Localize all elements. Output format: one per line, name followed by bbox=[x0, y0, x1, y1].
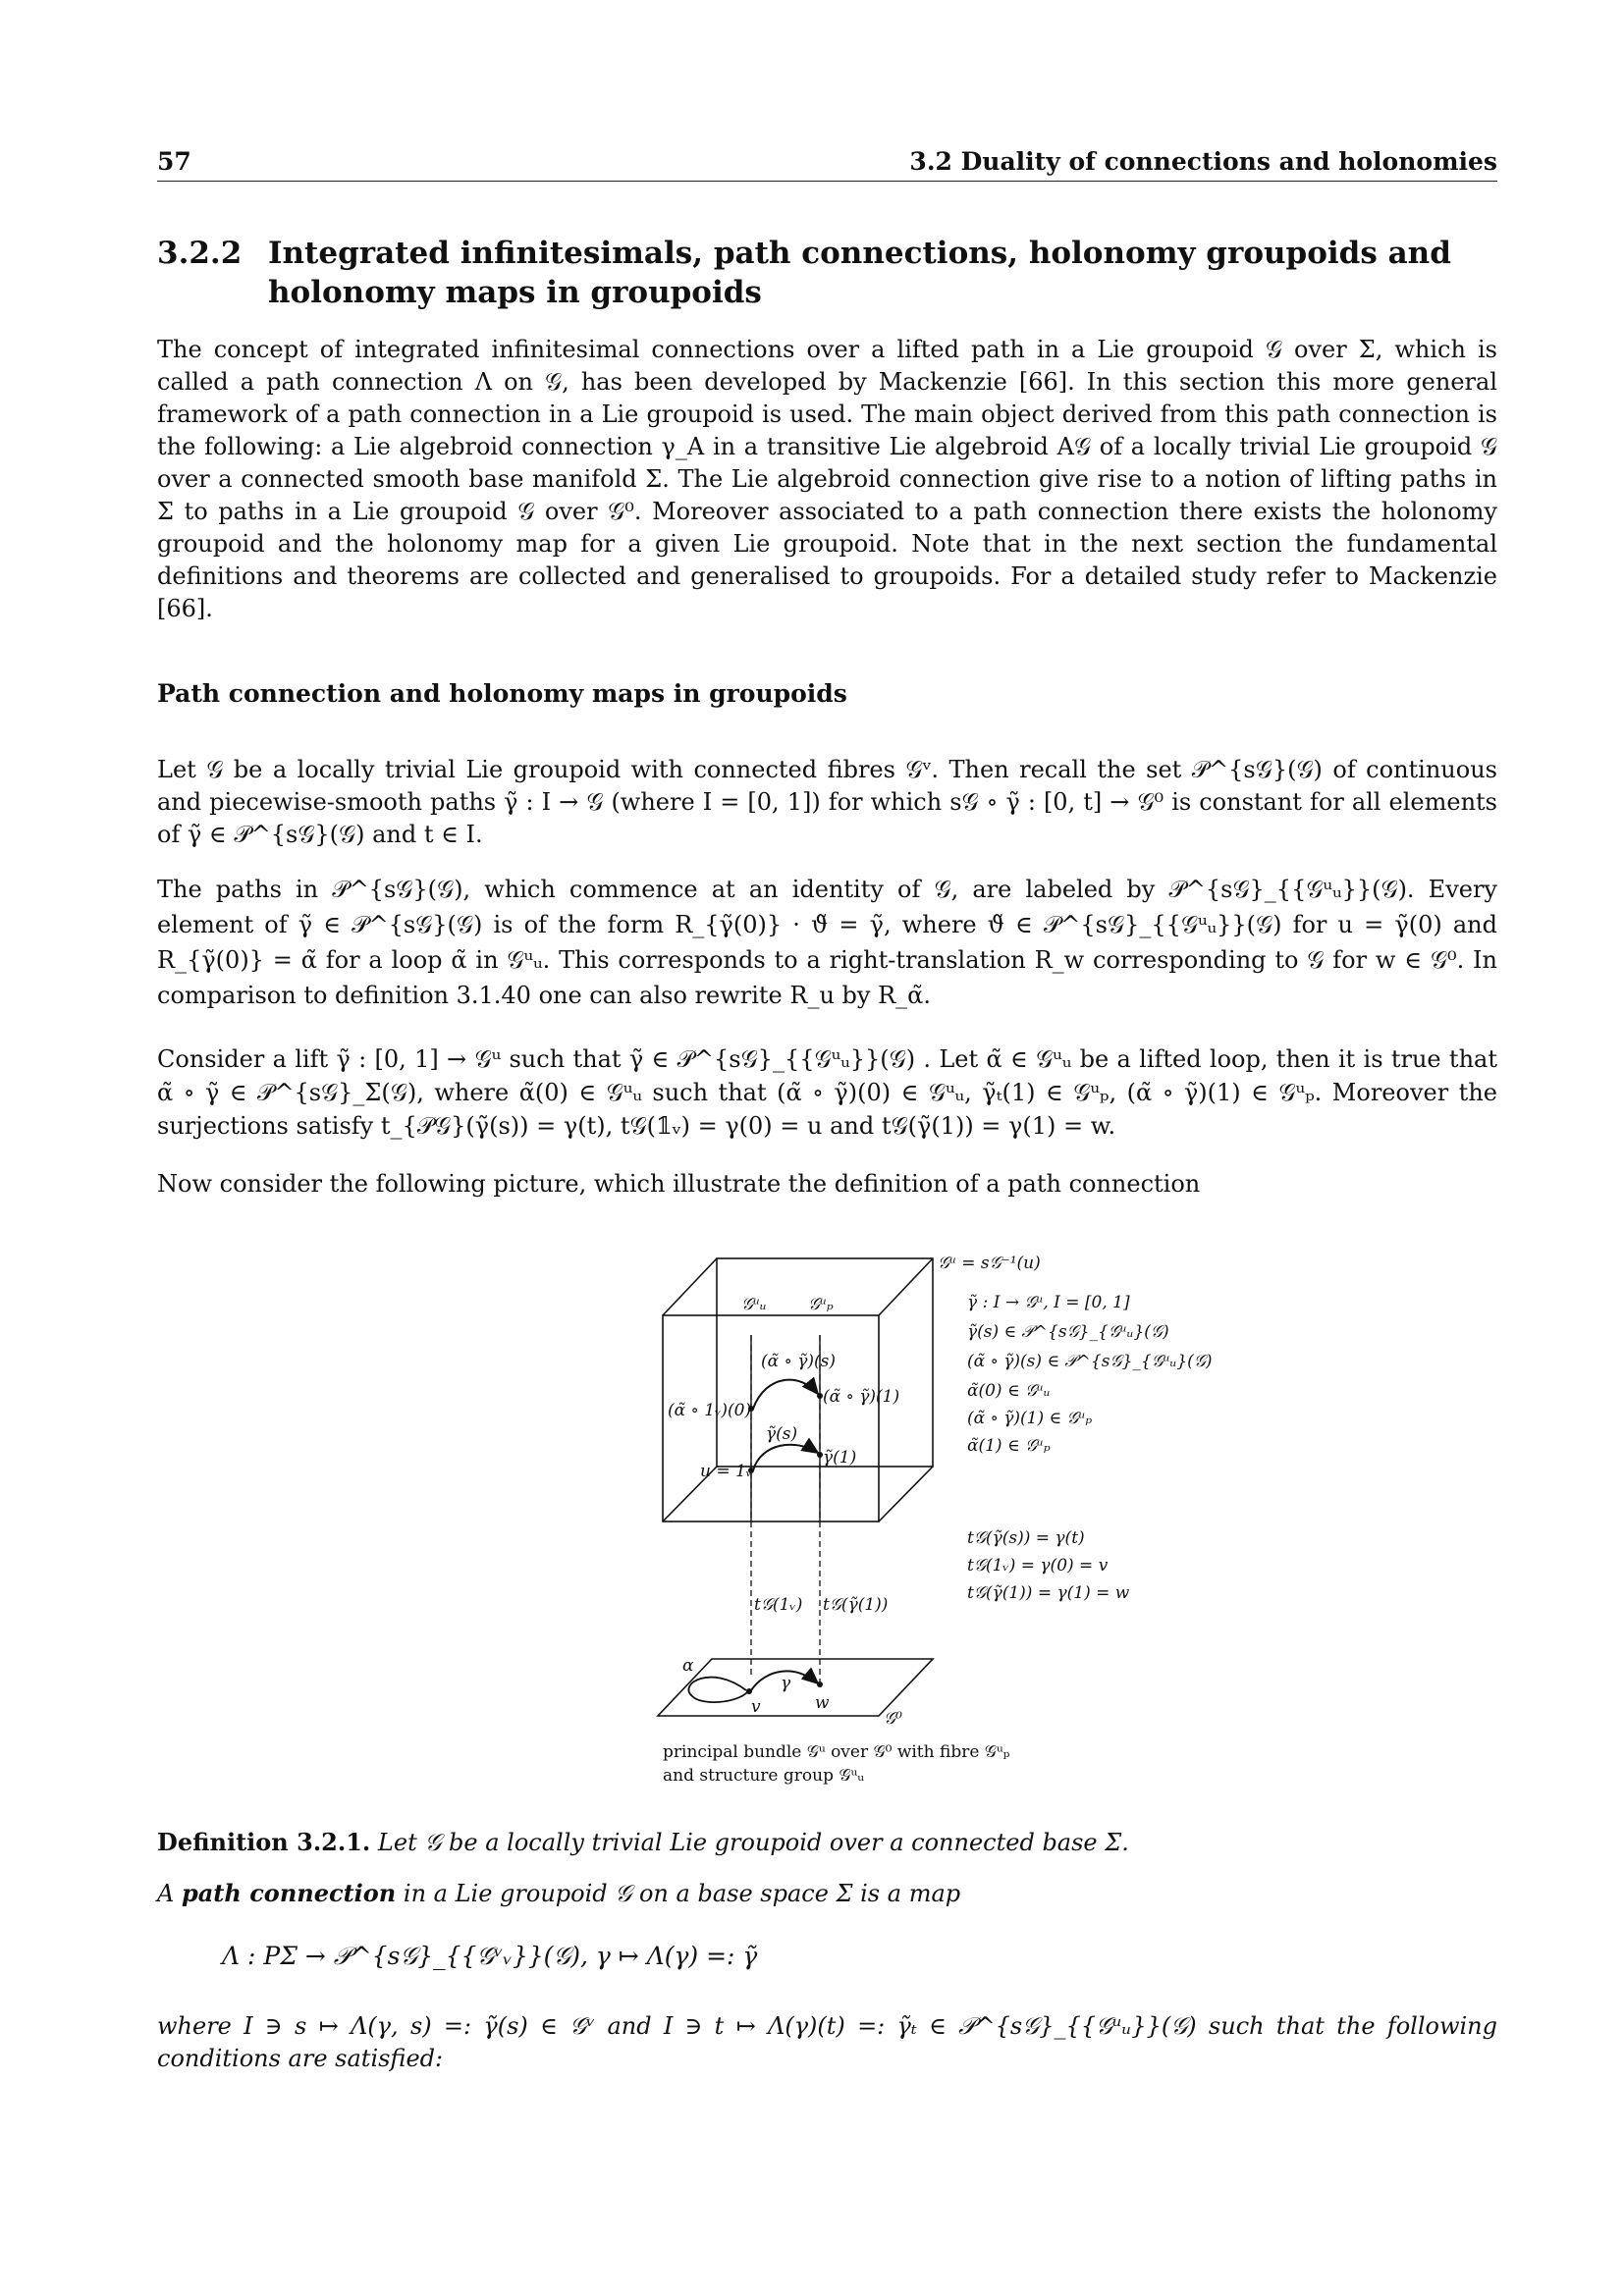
figure-svg bbox=[555, 1247, 1340, 1816]
note-top-1: γ̃(s) ∈ 𝒫^{s𝒢}_{𝒢ᵘᵤ}(𝒢) bbox=[967, 1322, 1169, 1342]
label-gup: 𝒢ᵘₚ bbox=[808, 1295, 834, 1314]
definition-paragraph-2 bbox=[157, 1877, 1497, 1910]
caption-line-2: and structure group 𝒢ᵘᵤ bbox=[663, 1766, 865, 1786]
paragraph-3: Consider a lift γ̃ : [0, 1] → 𝒢ᵘ such that γ̃ ∈ 𝒫^{s𝒢}_{{𝒢ᵘᵤ}}(𝒢) . Let α̃ ∈ 𝒢ᵘᵤ be a lifted loop, then it is true that α̃ ∘ γ̃ ∈ 𝒫^{s𝒢}_Σ(𝒢), where α̃(0) ∈ 𝒢ᵘᵤ such that (α̃ ∘ γ̃)(0) ∈ 𝒢ᵘᵤ, γ̃ₜ(1) ∈ 𝒢ᵘₚ, (α̃ ∘ γ̃)(1) ∈ 𝒢ᵘₚ. Moreover the surjections satisfy t_{𝒫𝒢}(γ̃(s)) = γ(t), t𝒢(𝟙ᵥ) = γ(0) = u and t𝒢(γ̃(1)) = γ(1) = w. bbox=[157, 1045, 1497, 1140]
intro-paragraph: The concept of integrated infinitesimal connections over a lifted path in a Lie groupoid 𝒢 over Σ, which is called a path connection Λ on 𝒢, has been developed by Mackenzie [66]. In this section this more general framework of a path connection in a Lie groupoid is used. The main object derived from this path connection is the following: a Lie algebroid connection γ_A in a transitive Lie algebroid A𝒢 of a locally trivial Lie groupoid 𝒢 over a connected smooth base manifold Σ. The Lie algebroid connection give rise to a notion of lifting paths in Σ to paths in a Lie groupoid 𝒢 over 𝒢⁰. Moreover associated to a path connection there exists the holonomy groupoid and the holonomy map for a given Lie groupoid. Note that in the next section the fundamental definitions and theorems are collected and generalised to groupoids. For a detailed study refer to Mackenzie [66]. bbox=[157, 336, 1497, 622]
composed-path-curve bbox=[753, 1380, 818, 1409]
section-number: 3.2.2 bbox=[157, 236, 243, 271]
label-gamma: γ bbox=[781, 1674, 791, 1693]
notes-top bbox=[967, 1293, 1213, 1456]
label-g0: 𝒢⁰ bbox=[884, 1709, 902, 1729]
running-head bbox=[157, 145, 1497, 182]
definition-term: path connection bbox=[181, 1879, 397, 1907]
note-top-3: α̃(0) ∈ 𝒢ᵘᵤ bbox=[967, 1381, 1051, 1401]
note-bottom-1: t𝒢(1ᵥ) = γ(0) = v bbox=[967, 1556, 1109, 1575]
definition-pre: A bbox=[157, 1880, 182, 1907]
display-formula: Λ : PΣ → 𝒫^{s𝒢}_{{𝒢ᵛᵥ}}(𝒢), γ ↦ Λ(γ) =: γ̃ bbox=[222, 1942, 758, 1970]
note-top-2: (α̃ ∘ γ̃)(s) ∈ 𝒫^{s𝒢}_{𝒢ᵘᵤ}(𝒢) bbox=[967, 1352, 1213, 1371]
definition-text: Let 𝒢 be a locally trivial Lie groupoid over a connected base Σ. bbox=[377, 1829, 1129, 1856]
label-w: w bbox=[815, 1693, 830, 1713]
note-top-0: γ̃ : I → 𝒢ᵘ, I = [0, 1] bbox=[967, 1293, 1130, 1312]
note-bottom-2: t𝒢(γ̃(1)) = γ(1) = w bbox=[967, 1583, 1130, 1603]
section-title: Integrated infinitesimals, path connections, holonomy groupoids and holonomy maps in groupoids bbox=[268, 236, 1451, 310]
note-top-4: (α̃ ∘ γ̃)(1) ∈ 𝒢ᵘₚ bbox=[967, 1409, 1093, 1428]
label-t1v: t𝒢(1ᵥ) bbox=[754, 1595, 803, 1615]
paragraph-4: Now consider the following picture, which illustrate the definition of a path connection bbox=[157, 1170, 1201, 1198]
paragraph-1: Let 𝒢 be a locally trivial Lie groupoid with connected fibres 𝒢ᵛ. Then recall the set 𝒫^{s𝒢}(𝒢) of continuous and piecewise-smooth paths γ̃ : I → 𝒢 (where I = [0, 1]) for which s𝒢 ∘ γ̃ : [0, t] → 𝒢⁰ is constant for all elements of γ̃ ∈ 𝒫^{s𝒢}(𝒢) and t ∈ I. bbox=[157, 756, 1497, 848]
loop-alpha bbox=[688, 1678, 747, 1702]
notes-bottom bbox=[967, 1528, 1130, 1603]
page-number: 57 bbox=[157, 147, 191, 176]
fibre-definition: 𝒢ᵘ = s𝒢⁻¹(u) bbox=[938, 1254, 1041, 1273]
subsection-title: Path connection and holonomy maps in groupoids bbox=[157, 679, 847, 708]
note-top-5: α̃(1) ∈ 𝒢ᵘₚ bbox=[967, 1436, 1051, 1456]
definition-paragraph bbox=[157, 1826, 1497, 1859]
label-gamma-1: γ̃(1) bbox=[823, 1448, 857, 1468]
label-alpha: α bbox=[682, 1656, 694, 1676]
label-v: v bbox=[751, 1697, 761, 1717]
label-tg1: t𝒢(γ̃(1)) bbox=[823, 1595, 889, 1615]
paragraph-2: The paths in 𝒫^{s𝒢}(𝒢), which commence at an identity of 𝒢, are labeled by 𝒫^{s𝒢}_{{𝒢ᵘᵤ}}(𝒢). Every element of γ̃ ∈ 𝒫^{s𝒢}(𝒢) is of the form R_{γ̃(0)} · ϑ̃ = γ̃, where ϑ̃ ∈ 𝒫^{s𝒢}_{{𝒢ᵘᵤ}}(𝒢) for u = γ̃(0) and R_{γ̃(0)} = α̃ for a loop α̃ in 𝒢ᵘᵤ. This corresponds to a right-translation R_w corresponding to 𝒢 for w ∈ 𝒢⁰. In comparison to definition 3.1.40 one can also rewrite R_u by R_α̃. bbox=[157, 876, 1497, 1009]
caption-line-1: principal bundle 𝒢ᵘ over 𝒢⁰ with fibre 𝒢ᵘₚ bbox=[663, 1742, 1010, 1762]
base-plane bbox=[658, 1659, 933, 1716]
final-paragraph: where I ∋ s ↦ Λ(γ, s) =: γ̃(s) ∈ 𝒢ᵛ and I ∋ t ↦ Λ(γ)(t) =: γ̃ₜ ∈ 𝒫^{s𝒢}_{{𝒢ᵘᵤ}}(𝒢) such that the following conditions are satisfied: bbox=[157, 2012, 1497, 2072]
running-title: 3.2 Duality of connections and holonomies bbox=[909, 147, 1497, 176]
label-u: u = 1ᵥ bbox=[700, 1462, 753, 1481]
label-comp-s: (α̃ ∘ γ̃)(s) bbox=[761, 1352, 837, 1371]
definition-post: in a Lie groupoid 𝒢 on a base space Σ is a map bbox=[396, 1880, 961, 1907]
label-comp-0: (α̃ ∘ 1ᵥ)(0) bbox=[668, 1401, 752, 1420]
definition-label: Definition 3.2.1. bbox=[157, 1828, 371, 1856]
label-comp-1: (α̃ ∘ γ̃)(1) bbox=[823, 1387, 900, 1407]
path-connection-figure bbox=[555, 1247, 1340, 1816]
label-gamma-s: γ̃(s) bbox=[766, 1424, 798, 1444]
label-guu: 𝒢ᵘᵤ bbox=[741, 1295, 767, 1314]
note-bottom-0: t𝒢(γ̃(s)) = γ(t) bbox=[967, 1528, 1085, 1548]
